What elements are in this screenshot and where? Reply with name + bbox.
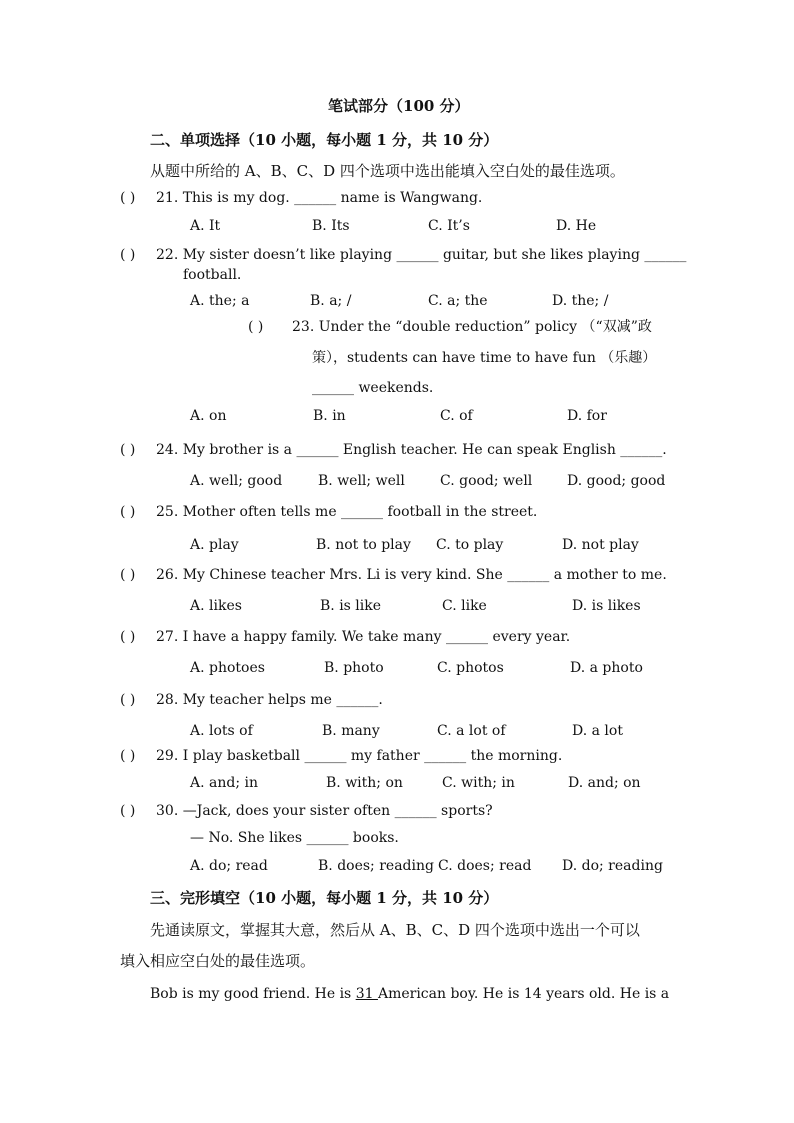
option-a: A. lots of <box>190 723 253 739</box>
question-text: 29. I play basketball ______ my father ______ the morning. <box>156 748 563 764</box>
option-b: B. photo <box>324 660 384 676</box>
cloze-passage <box>150 984 669 1004</box>
section-instruction: 从题中所给的 A、B、C、D 四个选项中选出能填入空白处的最佳选项。 <box>150 162 625 180</box>
question-text-continued: ______ weekends. <box>312 380 434 396</box>
question-text-continued: 策），students can have time to have fun （乐趣） <box>312 350 657 366</box>
option-b: B. does; reading <box>318 858 434 874</box>
option-c: C. does; read <box>438 858 532 874</box>
option-d: D. good; good <box>567 473 666 489</box>
option-d: D. not play <box>562 537 639 553</box>
option-a: A. and; in <box>190 775 258 791</box>
option-b: B. well; well <box>318 473 405 489</box>
option-b: B. many <box>322 723 380 739</box>
option-b: B. not to play <box>316 537 411 553</box>
option-a: A. do; read <box>190 858 268 874</box>
section-heading-cloze: 三、完形填空（10 小题，每小题 1 分，共 10 分） <box>150 889 499 907</box>
section-heading-single-choice: 二、单项选择（10 小题，每小题 1 分，共 10 分） <box>150 131 499 149</box>
option-b: B. is like <box>320 598 382 614</box>
option-a: A. the; a <box>190 293 250 309</box>
option-a: A. photoes <box>190 660 265 676</box>
option-c: C. of <box>440 408 473 424</box>
answer-bracket[interactable]: ( ) <box>120 247 136 263</box>
question-text: 25. Mother often tells me ______ football in the street. <box>156 504 538 520</box>
option-b: B. with; on <box>326 775 403 791</box>
answer-bracket[interactable]: ( ) <box>120 692 136 708</box>
option-b: B. a; / <box>310 293 352 309</box>
question-text: 24. My brother is a ______ English teacher. He can speak English ______. <box>156 442 667 458</box>
option-c: C. It’s <box>428 218 470 234</box>
question-text: 27. I have a happy family. We take many ______ every year. <box>156 629 571 645</box>
option-a: A. well; good <box>190 473 283 489</box>
answer-bracket[interactable]: ( ) <box>248 319 264 335</box>
option-d: D. do; reading <box>562 858 663 874</box>
option-d: D. a lot <box>572 723 623 739</box>
page-title: 笔试部分（100 分） <box>328 97 470 115</box>
question-text: 30. —Jack, does your sister often ______ sports? <box>156 803 493 819</box>
option-d: D. and; on <box>568 775 641 791</box>
option-a: A. It <box>190 218 221 234</box>
option-d: D. He <box>556 218 597 234</box>
answer-bracket[interactable]: ( ) <box>120 629 136 645</box>
question-text: 23. Under the “double reduction” policy （“双减”政 <box>292 319 652 335</box>
passage-text: Bob is my good friend. He is <box>150 986 356 1002</box>
answer-bracket[interactable]: ( ) <box>120 504 136 520</box>
option-c: C. to play <box>436 537 504 553</box>
answer-bracket[interactable]: ( ) <box>120 748 136 764</box>
option-c: C. photos <box>437 660 504 676</box>
question-text: 26. My Chinese teacher Mrs. Li is very kind. She ______ a mother to me. <box>156 567 667 583</box>
option-d: D. a photo <box>570 660 643 676</box>
answer-bracket[interactable]: ( ) <box>120 567 136 583</box>
passage-text: American boy. He is 14 years old. He is a <box>377 986 670 1002</box>
option-c: C. with; in <box>442 775 515 791</box>
option-c: C. like <box>442 598 487 614</box>
answer-bracket[interactable]: ( ) <box>120 190 136 206</box>
option-c: C. a; the <box>428 293 488 309</box>
blank-31[interactable]: 31 <box>355 986 378 1002</box>
option-a: A. on <box>190 408 227 424</box>
question-text-continued: football. <box>183 267 242 283</box>
option-c: C. good; well <box>440 473 533 489</box>
question-text: 21. This is my dog. ______ name is Wangwang. <box>156 190 483 206</box>
option-b: B. in <box>313 408 346 424</box>
answer-bracket[interactable]: ( ) <box>120 803 136 819</box>
question-text: 28. My teacher helps me ______. <box>156 692 383 708</box>
option-a: A. likes <box>190 598 242 614</box>
option-d: D. is likes <box>572 598 641 614</box>
option-a: A. play <box>190 537 239 553</box>
option-d: D. for <box>567 408 607 424</box>
option-d: D. the; / <box>552 293 609 309</box>
option-b: B. Its <box>312 218 350 234</box>
question-text: 22. My sister doesn’t like playing ______ guitar, but she likes playing ______ <box>156 247 687 263</box>
section-instruction-continued: 填入相应空白处的最佳选项。 <box>120 952 316 970</box>
question-text-continued: — No. She likes ______ books. <box>190 830 399 846</box>
option-c: C. a lot of <box>437 723 506 739</box>
answer-bracket[interactable]: ( ) <box>120 442 136 458</box>
section-instruction: 先通读原文，掌握其大意，然后从 A、B、C、D 四个选项中选出一个可以 <box>150 921 640 939</box>
